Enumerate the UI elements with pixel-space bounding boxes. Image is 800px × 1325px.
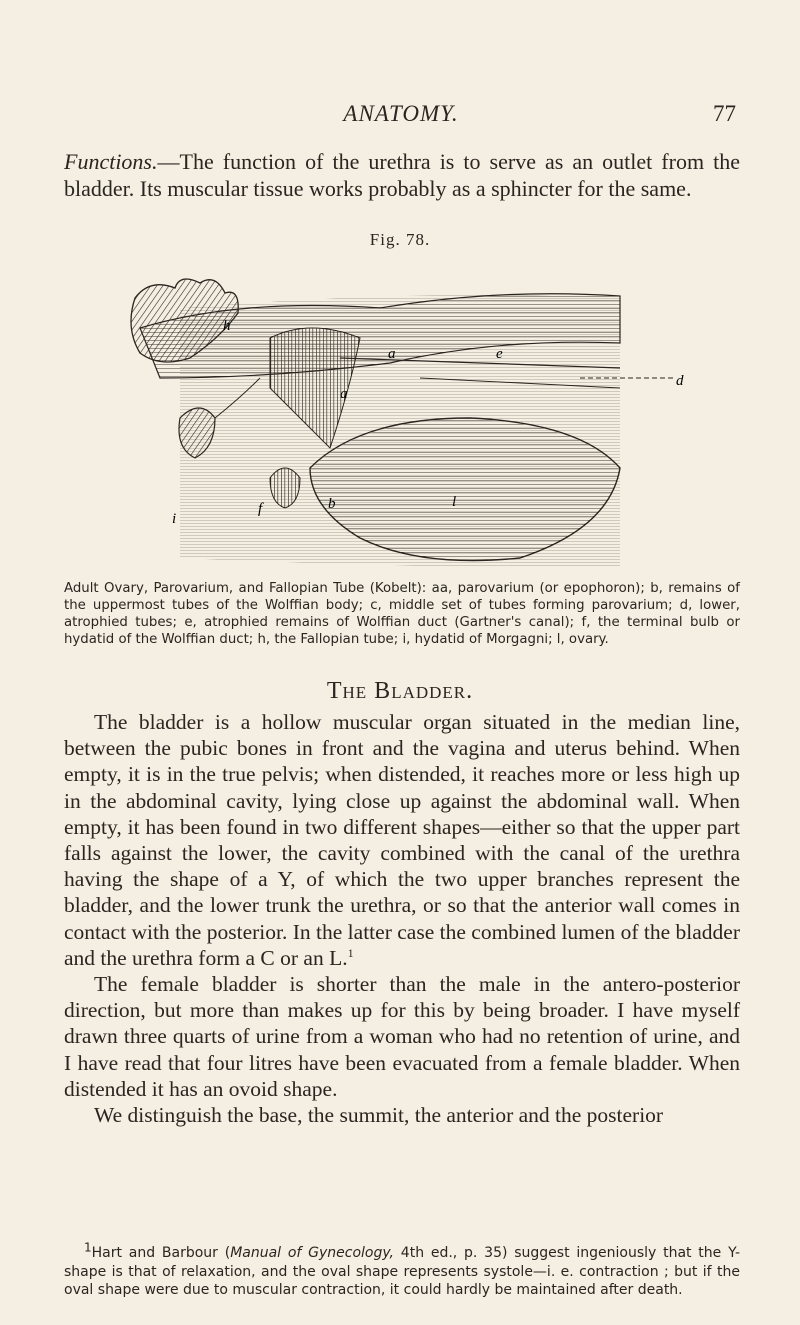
letter-b: b <box>328 496 336 512</box>
paragraph-3: We distinguish the base, the summit, the anterior and the posterior <box>94 1103 664 1128</box>
footnote-before: Hart and Barbour ( <box>91 1245 231 1261</box>
running-title: ANATOMY. <box>343 101 459 126</box>
footnote <box>64 1240 741 1300</box>
paragraph-2: The female bladder is shorter than the male in the antero-posterior direction, but more than makes up for this by being broader. I have myself drawn three quarts of urine from a woman who had no retention of urine, and I have read that four litres have been evacuated from a female bladder. When distended it has an ovoid shape. <box>64 972 740 1101</box>
functions-paragraph <box>64 148 740 202</box>
functions-lead: Functions. <box>64 149 158 174</box>
figure-caption: Adult Ovary, Parovarium, and Fallopian Tube (Kobelt): aa, parovarium (or epophoron); b, remains of the uppermost tubes of the Wolffian body; c, middle set of tubes forming parovarium; d, lower, atrophied tubes; e, atrophied remains of Wolffian duct (Gartner's canal); f, the terminal bulb or hydatid of the Wolffian duct; h, the Fallopian tube; i, hydatid of Morgagni; l, ovary. <box>64 581 740 647</box>
letter-e: e <box>496 346 503 362</box>
letter-l: l <box>452 494 457 510</box>
letter-a-left: a <box>388 346 396 362</box>
letter-d: d <box>676 373 684 389</box>
letter-h-top: h <box>223 318 231 334</box>
footnote-after: 4th ed., p. 35) suggest ingeniously that the Y-shape is that of relaxation, and the oval shape represents systole—i. e. contraction ; but if the oval shape were due to muscular contraction, it could hardly be maintained after death. <box>64 1245 741 1298</box>
letter-i: i <box>172 511 177 527</box>
section-heading: The Bladder. <box>326 678 474 704</box>
page-number: 77 <box>713 101 736 126</box>
running-head <box>66 101 736 131</box>
ovary-engraving <box>120 268 740 576</box>
letter-a-right: a <box>340 386 348 402</box>
footnote-marker: 1 <box>84 1240 92 1255</box>
footnote-title: Manual of Gynecology, <box>230 1245 395 1261</box>
figure-label: Fig. 78. <box>369 230 431 249</box>
paragraph-1-text: The bladder is a hollow muscular organ situated in the median line, between the pubic bones in front and the vagina and uterus behind. When empty, it is in the true pelvis; when distended, it reaches more or less high up in the abdominal cavity, lying close up against the abdominal wall. When empty, it has been found in two different shapes—either so that the upper part falls against the lower, the cavity combined with the canal of the urethra having the shape of a Y, of which the two upper branches represent the bladder, and the lower trunk the urethra, or so that the anterior wall comes in contact with the posterior. In the latter case the combined lumen of the bladder and the urethra form a C or an L. <box>64 710 740 970</box>
footnote-ref: 1 <box>347 945 354 960</box>
paragraph-1 <box>64 709 740 971</box>
letter-f: f <box>258 501 263 517</box>
functions-text: —The function of the urethra is to serve as an outlet from the bladder. Its muscular tissue works probably as a sphincter for the same. <box>64 149 740 201</box>
body-text <box>64 709 740 1128</box>
